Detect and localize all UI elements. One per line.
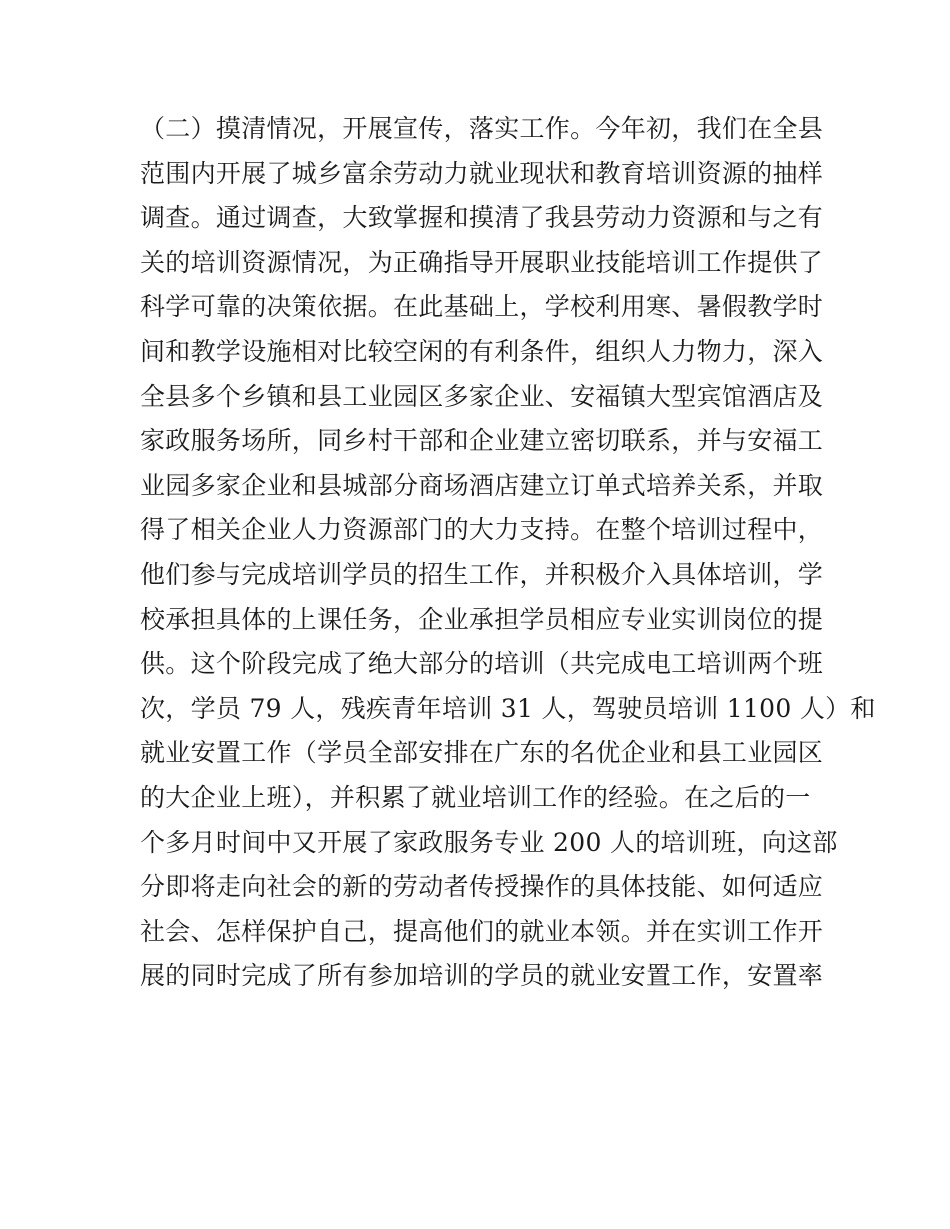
text-line-3: 调查。通过调查，大致掌握和摸清了我县劳动力资源和与之有 bbox=[140, 203, 824, 233]
text-line-7: 全县多个乡镇和县工业园区多家企业、安福镇大型宾馆酒店及 bbox=[140, 381, 824, 411]
text-line-8: 家政服务场所，同乡村干部和企业建立密切联系，并与安福工 bbox=[140, 426, 824, 456]
text-line-11: 他们参与完成培训学员的招生工作，并积极介入具体培训，学 bbox=[140, 559, 824, 589]
text-line-19: 社会、怎样保护自己，提高他们的就业本领。并在实训工作开 bbox=[140, 916, 824, 946]
text-line-16: 的大企业上班），并积累了就业培训工作的经验。在之后的一 bbox=[140, 782, 811, 812]
text-line-9: 业园多家企业和县城部分商场酒店建立订单式培养关系，并取 bbox=[140, 470, 824, 500]
text-line-14: 次，学员 79 人，残疾青年培训 31 人，驾驶员培训 1100 人）和 bbox=[140, 693, 876, 723]
text-line-10: 得了相关企业人力资源部门的大力支持。在整个培训过程中， bbox=[140, 515, 824, 545]
text-line-12: 校承担具体的上课任务，企业承担学员相应专业实训岗位的提 bbox=[140, 604, 824, 634]
text-line-2: 范围内开展了城乡富余劳动力就业现状和教育培训资源的抽样 bbox=[140, 158, 824, 188]
text-line-15: 就业安置工作（学员全部安排在广东的名优企业和县工业园区 bbox=[140, 738, 824, 768]
text-line-4: 关的培训资源情况，为正确指导开展职业技能培训工作提供了 bbox=[140, 247, 824, 277]
text-line-1: （二）摸清情况，开展宣传，落实工作。今年初，我们在全县 bbox=[140, 114, 824, 143]
text-line-18: 分即将走向社会的新的劳动者传授操作的具体技能、如何适应 bbox=[140, 872, 824, 902]
text-line-6: 间和教学设施相对比较空闲的有利条件，组织人力物力，深入 bbox=[140, 336, 824, 366]
body-paragraph bbox=[140, 107, 876, 999]
text-line-17: 个多月时间中又开展了家政服务专业 200 人的培训班，向这部 bbox=[140, 827, 838, 857]
text-line-13: 供。这个阶段完成了绝大部分的培训（共完成电工培训两个班 bbox=[140, 649, 824, 679]
text-line-5: 科学可靠的决策依据。在此基础上，学校利用寒、暑假教学时 bbox=[140, 292, 824, 322]
text-line-20: 展的同时完成了所有参加培训的学员的就业安置工作，安置率 bbox=[140, 961, 824, 991]
